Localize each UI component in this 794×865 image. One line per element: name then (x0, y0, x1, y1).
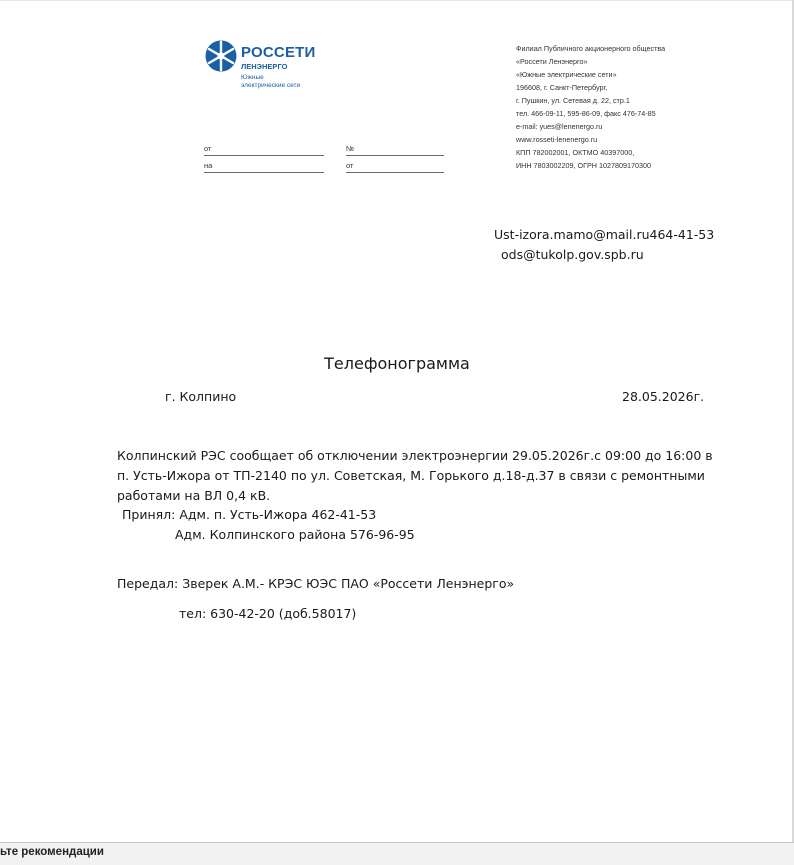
org-line: КПП 782002001, ОКТМО 40397000, (516, 148, 635, 157)
rosseti-emblem-icon (205, 40, 237, 72)
logo-branch-line1: Южные (241, 74, 264, 81)
sender-phone: тел: 630-42-20 (доб.58017) (179, 606, 357, 621)
org-line: тел. 466-09-11, 595-86-09, факс 476-74-85 (516, 109, 656, 118)
document-city: г. Колпино (165, 389, 237, 404)
recipient-email-1: Ust-izora.mamo@mail.ru464-41-53 (494, 227, 715, 242)
received-by-line2: Адм. Колпинского района 576-96-95 (175, 527, 415, 542)
document-body: Колпинский РЭС сообщает об отключении электроэнергии 29.05.2026г.с 09:00 до 16:00 в п. Усть-Ижора от ТП-2140 по ул. Советская, М. Горького д.18-д.37 в связи с ремонтными работами на ВЛ 0,4 кВ. (117, 448, 713, 503)
page-top-border (0, 0, 794, 1)
form-field-to (204, 161, 324, 173)
org-line: Филиал Публичного акционерного общества (516, 44, 666, 53)
form-field-from (204, 144, 324, 156)
org-line: ИНН 7803002209, ОГРН 1027809170300 (516, 161, 651, 170)
recipient-email-2: ods@tukolp.gov.spb.ru (501, 247, 644, 262)
form-field-number (346, 144, 444, 156)
org-line: 196608, г. Санкт-Петербург, (516, 83, 608, 92)
organization-details (516, 42, 756, 172)
org-line: www.rosseti-lenenergo.ru (516, 135, 598, 144)
logo-subsidiary: ЛЕНЭНЕРГО (241, 62, 288, 71)
org-line: «Южные электрические сети» (516, 70, 617, 79)
form-number-label: № (346, 144, 355, 153)
form-field-from2 (346, 161, 444, 173)
status-bar (0, 842, 794, 865)
rosseti-logo (205, 40, 325, 100)
document-title: Телефонограмма (324, 354, 470, 373)
org-line: e-mail: yues@lenenergo.ru (516, 122, 603, 131)
form-from-label: от (204, 144, 212, 153)
logo-branch-line2: электрические сети (241, 82, 301, 89)
org-line: г. Пушкин, ул. Сетевая д. 22, стр.1 (516, 96, 630, 105)
form-from2-label: от (346, 161, 354, 170)
status-bar-text[interactable]: ьте рекомендации (0, 846, 104, 858)
received-by-line1: Принял: Адм. п. Усть-Ижора 462-41-53 (122, 507, 377, 522)
logo-brand-name: РОССЕТИ (241, 44, 316, 61)
logo-branch-name (241, 74, 321, 90)
org-line: «Россети Ленэнерго» (516, 57, 588, 66)
form-to-label: на (204, 161, 213, 170)
sent-by: Передал: Зверек А.М.- КРЭС ЮЭС ПАО «Россети Ленэнерго» (117, 576, 515, 591)
document-date: 28.05.2026г. (622, 389, 705, 404)
